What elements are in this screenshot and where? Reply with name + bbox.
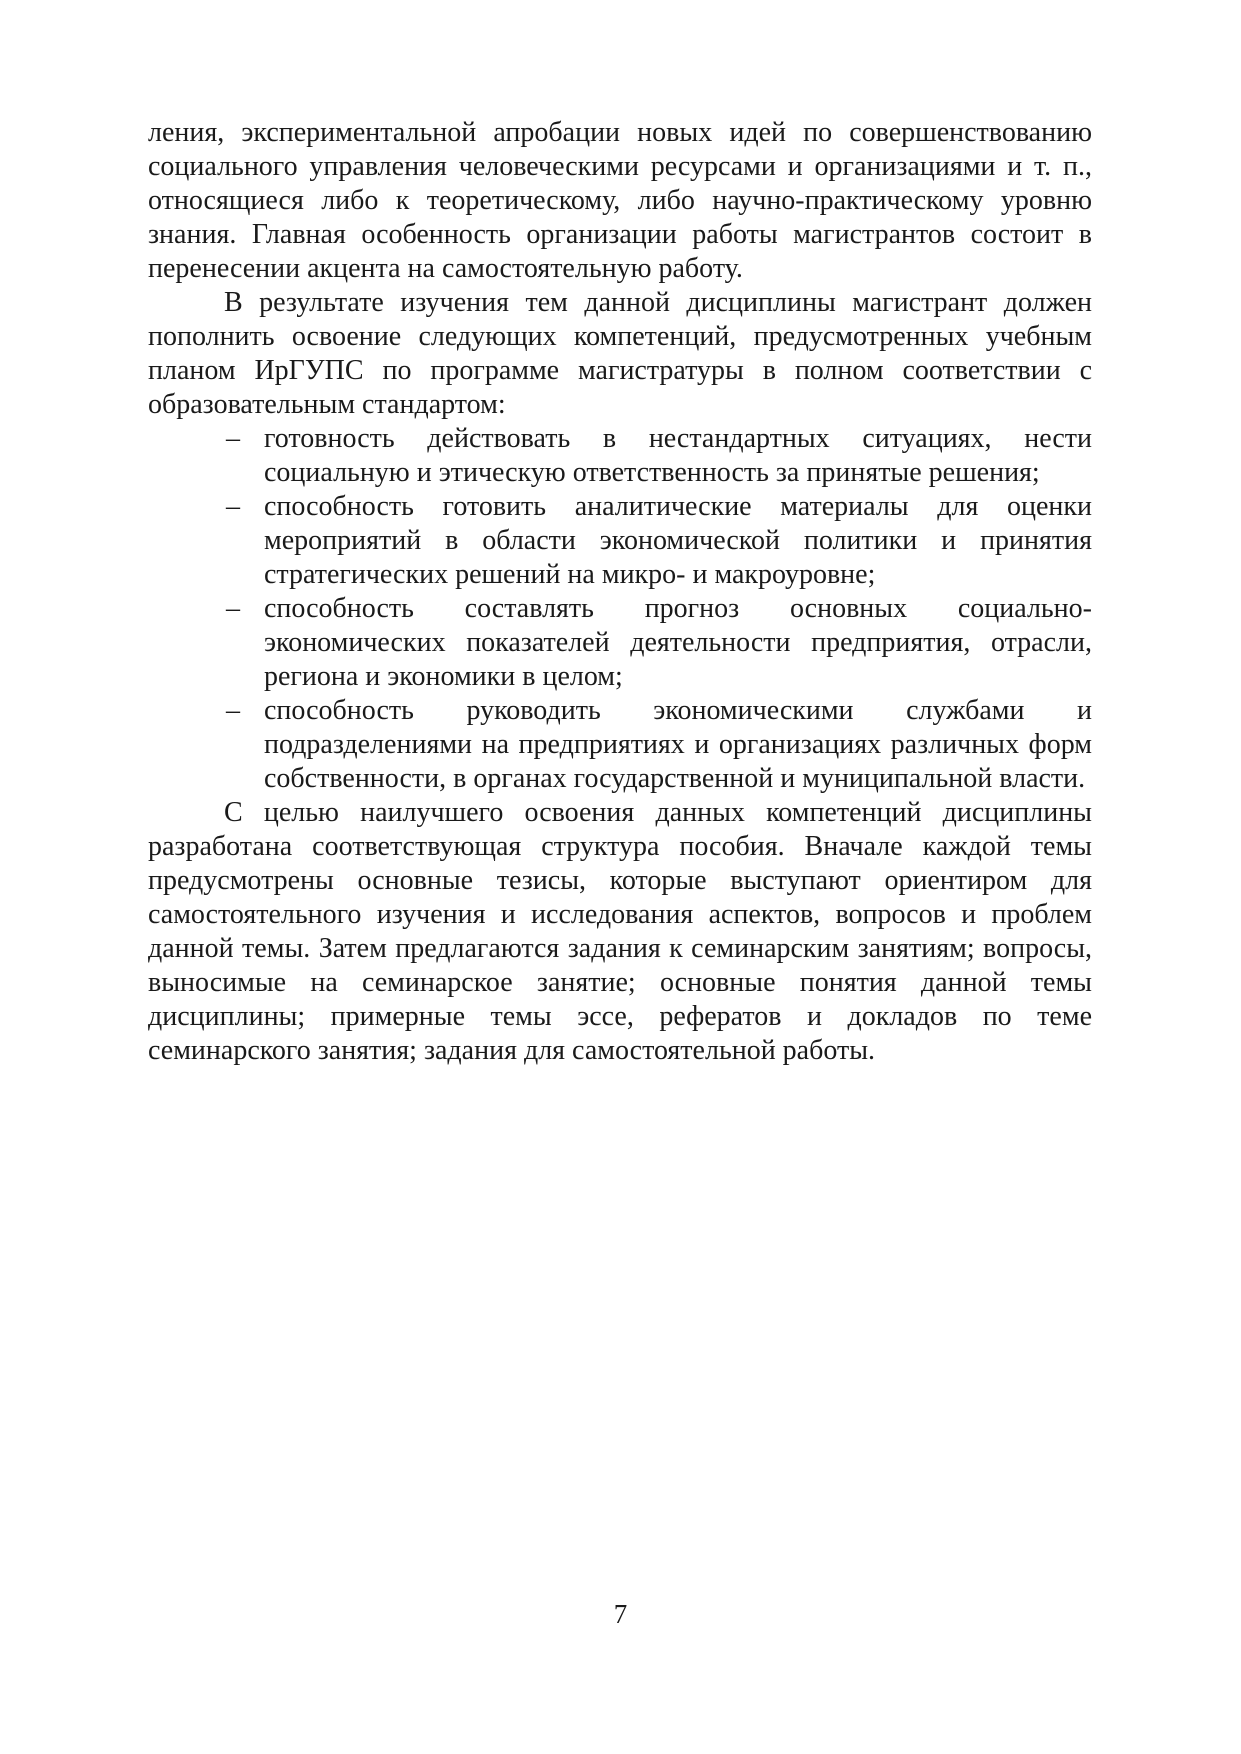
paragraph-intro-continuation: ления, экспериментальной апробации новых идей по совершенствованию социального управления человеческими ресурсами и организациями и т. п., относящиеся либо к теоретическому, либо научно-практическому уровню знания. Главная особенность организации работы магистрантов состоит в перенесении акцента на самостоятельную работу. (148, 117, 1092, 284)
dash-marker: – (226, 593, 240, 624)
list-item-text: способность составлять прогноз основных социально-экономических показателей деятельности предприятия, отрасли, региона и экономики в целом; (264, 593, 1092, 692)
list-item-text: готовность действовать в нестандартных ситуациях, нести социальную и этическую ответственность за принятые решения; (264, 423, 1092, 488)
dash-marker: – (226, 423, 240, 454)
list-item (226, 592, 1092, 694)
competencies-list (148, 422, 1092, 796)
list-item (226, 422, 1092, 490)
dash-marker: – (226, 695, 240, 726)
list-item (226, 694, 1092, 796)
paragraph-structure: С целью наилучшего освоения данных компетенций дисциплины разработана соответствующая структура пособия. Вначале каждой темы предусмотрены основные тезисы, которые выступают ориентиром для самостоятельного изучения и исследования аспектов, вопросов и проблем данной темы. Затем предлагаются задания к семинарским занятиям; вопросы, выносимые на семинарское занятие; основные понятия данной темы дисциплины; примерные темы эссе, рефератов и докладов по теме семинарского занятия; задания для самостоятельной работы. (148, 797, 1092, 1066)
paragraph-competencies-intro: В результате изучения тем данной дисциплины магистрант должен пополнить освоение следующих компетенций, предусмотренных учебным планом ИрГУПС по программе магистратуры в полном соответствии с образовательным стандартом: (148, 287, 1092, 420)
list-item-text: способность руководить экономическими службами и подразделениями на предприятиях и организациях различных форм собственности, в органах государственной и муниципальной власти. (264, 695, 1092, 794)
list-item-text: способность готовить аналитические материалы для оценки мероприятий в области экономической политики и принятия стратегических решений на микро- и макроуровне; (264, 491, 1092, 590)
list-item (226, 490, 1092, 592)
page-number: 7 (613, 1599, 628, 1629)
dash-marker: – (226, 491, 240, 522)
page-body (148, 116, 1092, 1068)
